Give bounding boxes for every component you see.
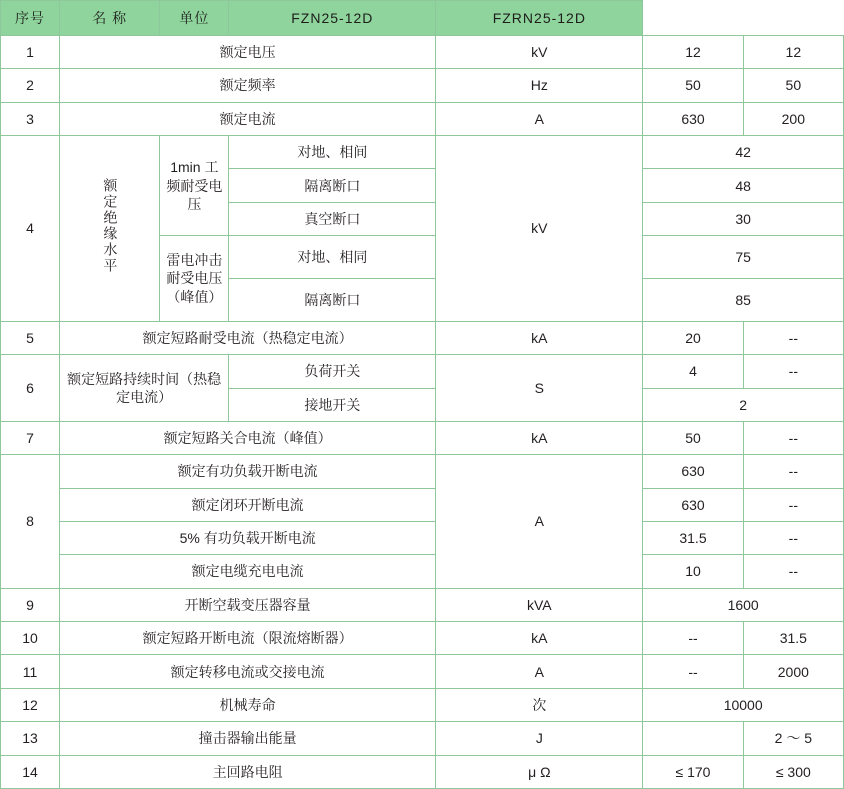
row-unit: 次 <box>436 688 643 721</box>
table-row <box>1 622 844 655</box>
header-name: 名 称 <box>60 1 160 36</box>
row-value-model1: 630 <box>643 455 743 488</box>
row-value-model2: -- <box>743 421 843 454</box>
sub-item-value: 30 <box>643 202 844 235</box>
row-unit: kV <box>436 136 643 322</box>
row-value-model2: -- <box>743 355 843 388</box>
sub-group-label: 1min 工频耐受电压 <box>160 136 229 236</box>
row-name: 额定电流 <box>60 102 436 135</box>
row-group-label-text: 额定绝缘水平 <box>102 178 119 275</box>
row-name: 额定短路耐受电流（热稳定电流） <box>60 321 436 354</box>
row-value-model1 <box>643 722 743 755</box>
sub-item-name: 负荷开关 <box>229 355 436 388</box>
row-index: 3 <box>1 102 60 135</box>
sub-item-name: 隔离断口 <box>229 279 436 322</box>
row-index: 7 <box>1 421 60 454</box>
table-row <box>1 522 844 555</box>
table-header-row <box>1 1 844 36</box>
sub-item-name: 隔离断口 <box>229 169 436 202</box>
row-value-span: 10000 <box>643 688 844 721</box>
row-unit: J <box>436 722 643 755</box>
row-unit: kA <box>436 321 643 354</box>
row-index: 11 <box>1 655 60 688</box>
row-index: 5 <box>1 321 60 354</box>
table-row <box>1 655 844 688</box>
row-value-model2: -- <box>743 522 843 555</box>
table-row <box>1 488 844 521</box>
header-model-2: FZRN25-12D <box>436 1 643 36</box>
row-index: 13 <box>1 722 60 755</box>
row-index: 2 <box>1 69 60 102</box>
row-name: 开断空载变压器容量 <box>60 588 436 621</box>
row-index: 12 <box>1 688 60 721</box>
sub-item-name: 5% 有功负载开断电流 <box>60 522 436 555</box>
sub-item-name: 额定闭环开断电流 <box>60 488 436 521</box>
sub-group-label: 雷电冲击耐受电压（峰值） <box>160 236 229 322</box>
header-index: 序号 <box>1 1 60 36</box>
row-value-span: 1600 <box>643 588 844 621</box>
row-value-model2: -- <box>743 321 843 354</box>
sub-item-name: 接地开关 <box>229 388 436 421</box>
sub-item-value: 2 <box>643 388 844 421</box>
table-body <box>1 36 844 789</box>
row-value-model1: 630 <box>643 102 743 135</box>
row-value-model2: -- <box>743 555 843 588</box>
header-model-1: FZN25-12D <box>229 1 436 36</box>
row-value-model1: 31.5 <box>643 522 743 555</box>
row-index: 6 <box>1 355 60 422</box>
table-row <box>1 355 844 388</box>
sub-item-name: 真空断口 <box>229 202 436 235</box>
table-row <box>1 455 844 488</box>
row-value-model2: 2 ～ 5 <box>743 722 843 755</box>
row-value-model2: -- <box>743 488 843 521</box>
table-row <box>1 421 844 454</box>
table-head <box>1 1 844 36</box>
sub-item-name: 对地、相同 <box>229 236 436 279</box>
table-row <box>1 69 844 102</box>
row-name: 撞击器输出能量 <box>60 722 436 755</box>
row-value-model1: 50 <box>643 421 743 454</box>
row-value-model1: 10 <box>643 555 743 588</box>
table-row <box>1 36 844 69</box>
sub-item-value: 75 <box>643 236 844 279</box>
row-value-model2: -- <box>743 455 843 488</box>
row-value-model2: 2000 <box>743 655 843 688</box>
row-value-model1: 20 <box>643 321 743 354</box>
table-row <box>1 722 844 755</box>
row-index: 9 <box>1 588 60 621</box>
row-value-model1: 4 <box>643 355 743 388</box>
row-name: 额定转移电流或交接电流 <box>60 655 436 688</box>
row-group-label <box>60 136 160 322</box>
header-unit: 单位 <box>160 1 229 36</box>
table-row <box>1 588 844 621</box>
row-unit: kA <box>436 421 643 454</box>
table-row <box>1 102 844 135</box>
sub-item-name: 额定电缆充电电流 <box>60 555 436 588</box>
row-name: 额定短路开断电流（限流熔断器） <box>60 622 436 655</box>
row-index: 14 <box>1 755 60 788</box>
row-index: 4 <box>1 136 60 322</box>
row-value-model2: ≤ 300 <box>743 755 843 788</box>
row-name: 额定电压 <box>60 36 436 69</box>
row-value-model2: 200 <box>743 102 843 135</box>
row-index: 8 <box>1 455 60 588</box>
sub-item-value: 85 <box>643 279 844 322</box>
row-unit: A <box>436 455 643 588</box>
row-value-model1: 12 <box>643 36 743 69</box>
row-index: 10 <box>1 622 60 655</box>
row-unit: S <box>436 355 643 422</box>
row-unit: μ Ω <box>436 755 643 788</box>
row-unit: kV <box>436 36 643 69</box>
table-row <box>1 136 844 169</box>
row-name: 机械寿命 <box>60 688 436 721</box>
row-value-model2: 12 <box>743 36 843 69</box>
row-unit: kA <box>436 622 643 655</box>
row-index: 1 <box>1 36 60 69</box>
row-name: 额定短路关合电流（峰值） <box>60 421 436 454</box>
row-value-model1: ≤ 170 <box>643 755 743 788</box>
table-row <box>1 555 844 588</box>
sub-item-name: 额定有功负载开断电流 <box>60 455 436 488</box>
row-name: 主回路电阻 <box>60 755 436 788</box>
row-value-model1: 630 <box>643 488 743 521</box>
sub-item-value: 48 <box>643 169 844 202</box>
row-value-model2: 50 <box>743 69 843 102</box>
row-value-model2: 31.5 <box>743 622 843 655</box>
sub-item-value: 42 <box>643 136 844 169</box>
row-name: 额定频率 <box>60 69 436 102</box>
row-value-model1: -- <box>643 622 743 655</box>
row-value-model1: -- <box>643 655 743 688</box>
table-row <box>1 688 844 721</box>
row-unit: A <box>436 655 643 688</box>
table-row <box>1 755 844 788</box>
table-row <box>1 321 844 354</box>
row-unit: kVA <box>436 588 643 621</box>
row-value-model1: 50 <box>643 69 743 102</box>
row-unit: Hz <box>436 69 643 102</box>
sub-item-name: 对地、相间 <box>229 136 436 169</box>
row-name: 额定短路持续时间（热稳定电流） <box>60 355 229 422</box>
row-unit: A <box>436 102 643 135</box>
